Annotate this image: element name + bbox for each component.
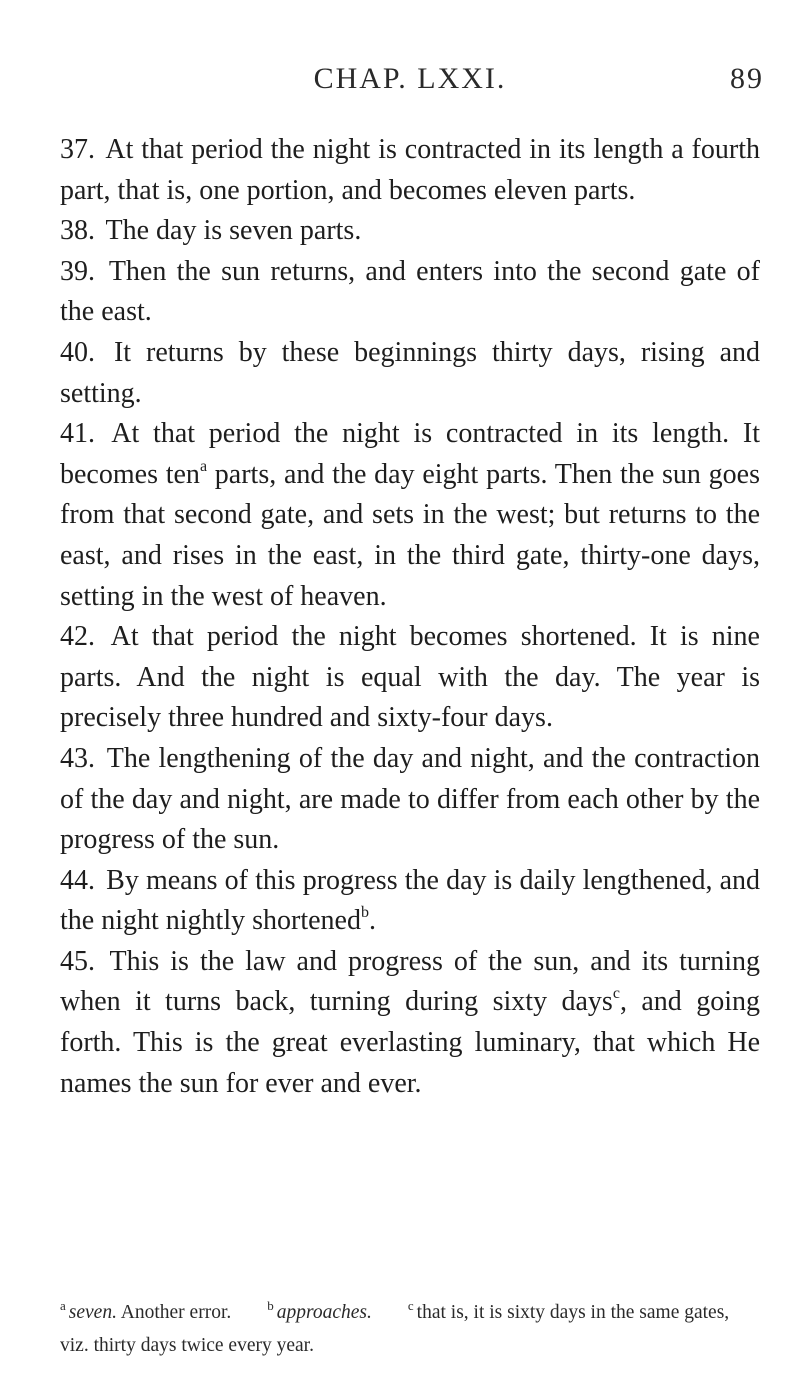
verse-number: 39. — [60, 255, 95, 287]
verse-text: At that period the night is contracted in its length. It becomes ten — [60, 418, 760, 490]
chapter-text — [60, 130, 760, 1104]
verse-45 — [60, 942, 760, 1104]
verse-number: 45. — [60, 945, 95, 977]
footnote-a — [60, 1298, 232, 1323]
verse-text: At that period the night is contracted in its length a fourth part, that is, one portion, and becomes eleven parts. — [60, 134, 760, 206]
verse-number: 44. — [60, 864, 95, 896]
footnote-reference: c — [612, 985, 620, 1003]
verse-number: 42. — [60, 621, 95, 653]
verse-37 — [60, 130, 760, 211]
footnote-b — [267, 1298, 372, 1323]
footnote-text: Another error. — [120, 1302, 232, 1323]
verse-number: 38. — [60, 215, 95, 247]
verse-40 — [60, 333, 760, 414]
page-number: 89 — [730, 62, 764, 95]
verse-text: Then the sun returns, and enters into the second gate of the east. — [60, 255, 760, 328]
verse-text: This is the law and progress of the sun, and its turning when it turns back, turning during sixty days — [60, 945, 760, 1018]
footnote-word: seven. — [68, 1302, 117, 1323]
verse-42 — [60, 617, 760, 739]
verse-number: 43. — [60, 742, 95, 774]
verse-text-continued: . — [368, 905, 376, 937]
verse-44 — [60, 861, 760, 942]
verse-number: 41. — [60, 418, 95, 450]
verse-number: 40. — [60, 336, 95, 368]
verse-38 — [60, 211, 760, 252]
footnote-reference: a — [199, 457, 208, 475]
footnote-word: approaches. — [276, 1302, 372, 1323]
verse-43 — [60, 739, 760, 861]
chapter-title: CHAP. LXXI. — [313, 62, 507, 95]
footnote-mark: c — [407, 1298, 414, 1313]
verse-text: The lengthening of the day and night, and the contraction of the day and night, are made to differ from each other by the progress of the sun. — [60, 742, 761, 856]
footnote-text: that is, it is sixty days in the same gates, viz. thirty days twice every year. — [60, 1302, 730, 1356]
verse-text: At that period the night becomes shortened. It is nine parts. And the night is equal with the day. The year is precisely three hundred and sixty-four days. — [60, 621, 760, 734]
verse-text-continued: , and going forth. This is the great everlasting luminary, that which He names the sun for ever and ever. — [60, 986, 760, 1099]
verse-41 — [60, 414, 760, 617]
verse-text: The day is seven parts. — [105, 215, 362, 247]
verse-text-continued: parts, and the day eight parts. Then the sun goes from that second gate, and sets in the west; but returns to the east, and rises in the east, in the third gate, thirty-one days, setting in the west of heaven. — [60, 458, 761, 612]
footnotes — [60, 1296, 760, 1362]
verse-number: 37. — [60, 134, 95, 165]
verse-39 — [60, 252, 760, 333]
footnote-mark: a — [60, 1298, 66, 1313]
running-head — [60, 62, 764, 102]
footnote-mark: b — [267, 1298, 274, 1313]
footnote-reference: b — [360, 904, 369, 922]
verse-text: It returns by these beginnings thirty days, rising and setting. — [60, 336, 760, 409]
verse-text: By means of this progress the day is daily lengthened, and the night nightly shortened — [60, 864, 761, 937]
